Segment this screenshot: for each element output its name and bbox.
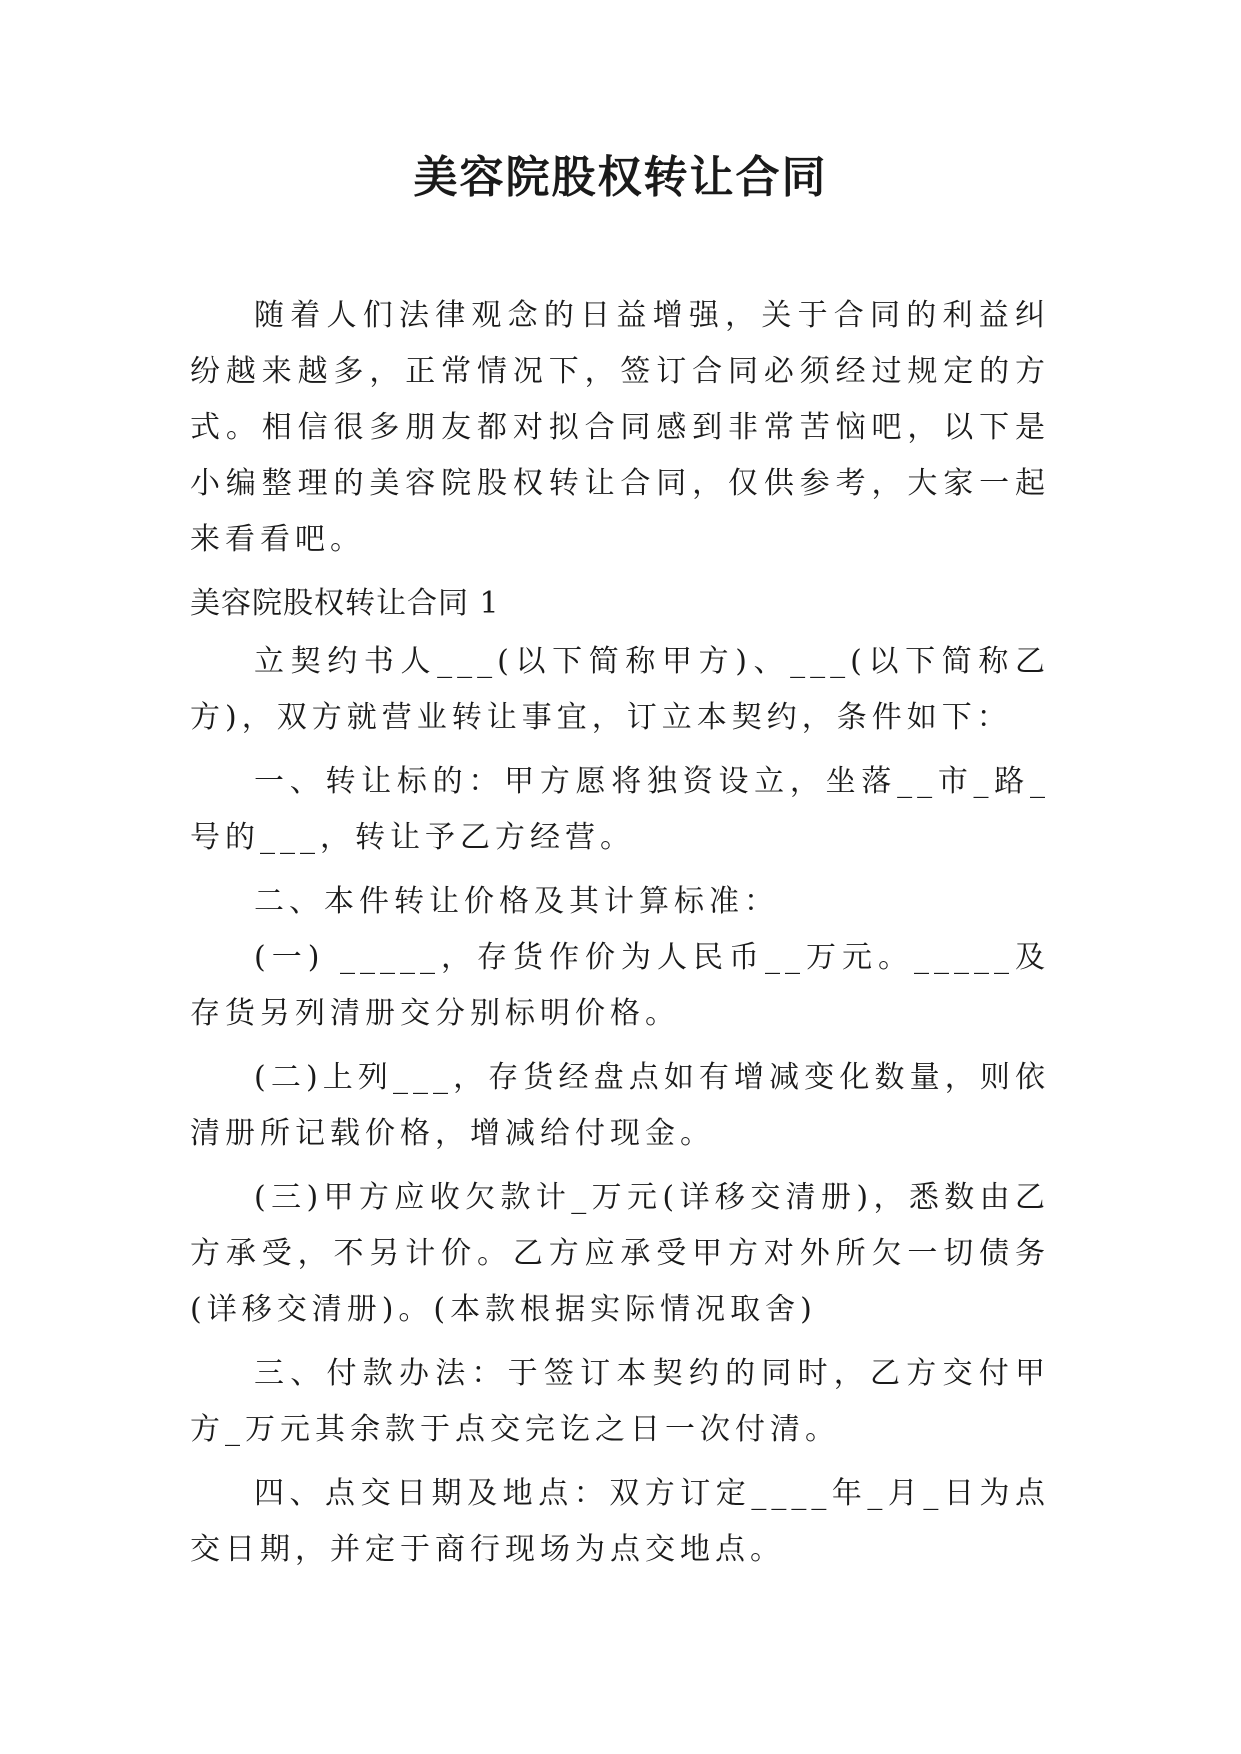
contract-paragraph: (一) _____，存货作价为人民币__万元。_____及存货另列清册交分别标明价格。	[190, 940, 1050, 1031]
contract-paragraph: 立契约书人___(以下简称甲方)、___(以下简称乙方)，双方就营业转让事宜，订立本契约，条件如下：	[190, 644, 1050, 735]
contract-paragraph: 三、付款办法：于签订本契约的同时，乙方交付甲方_万元其余款于点交完讫之日一次付清。	[190, 1356, 1050, 1447]
intro-paragraph: 随着人们法律观念的日益增强，关于合同的利益纠纷越来越多，正常情况下，签订合同必须经过规定的方式。相信很多朋友都对拟合同感到非常苦恼吧，以下是小编整理的美容院股权转让合同，仅供参考，大家一起来看看吧。	[190, 298, 1050, 557]
contract-paragraph: 四、点交日期及地点：双方订定____年_月_日为点交日期，并定于商行现场为点交地点。	[190, 1476, 1050, 1567]
contract-paragraph: 一、转让标的：甲方愿将独资设立，坐落__市_路_号的___，转让予乙方经营。	[190, 764, 1050, 855]
contract-paragraph: 二、本件转让价格及其计算标准：	[254, 884, 779, 919]
contract-paragraph: (三)甲方应收欠款计_万元(详移交清册)，悉数由乙方承受，不另计价。乙方应承受甲方对外所欠一切债务(详移交清册)。(本款根据实际情况取舍)	[190, 1180, 1050, 1327]
document-title: 美容院股权转让合同	[413, 152, 828, 203]
contract-paragraph: (二)上列___，存货经盘点如有增减变化数量，则依清册所记载价格，增减给付现金。	[190, 1060, 1050, 1151]
section-heading: 美容院股权转让合同 1	[190, 586, 500, 621]
